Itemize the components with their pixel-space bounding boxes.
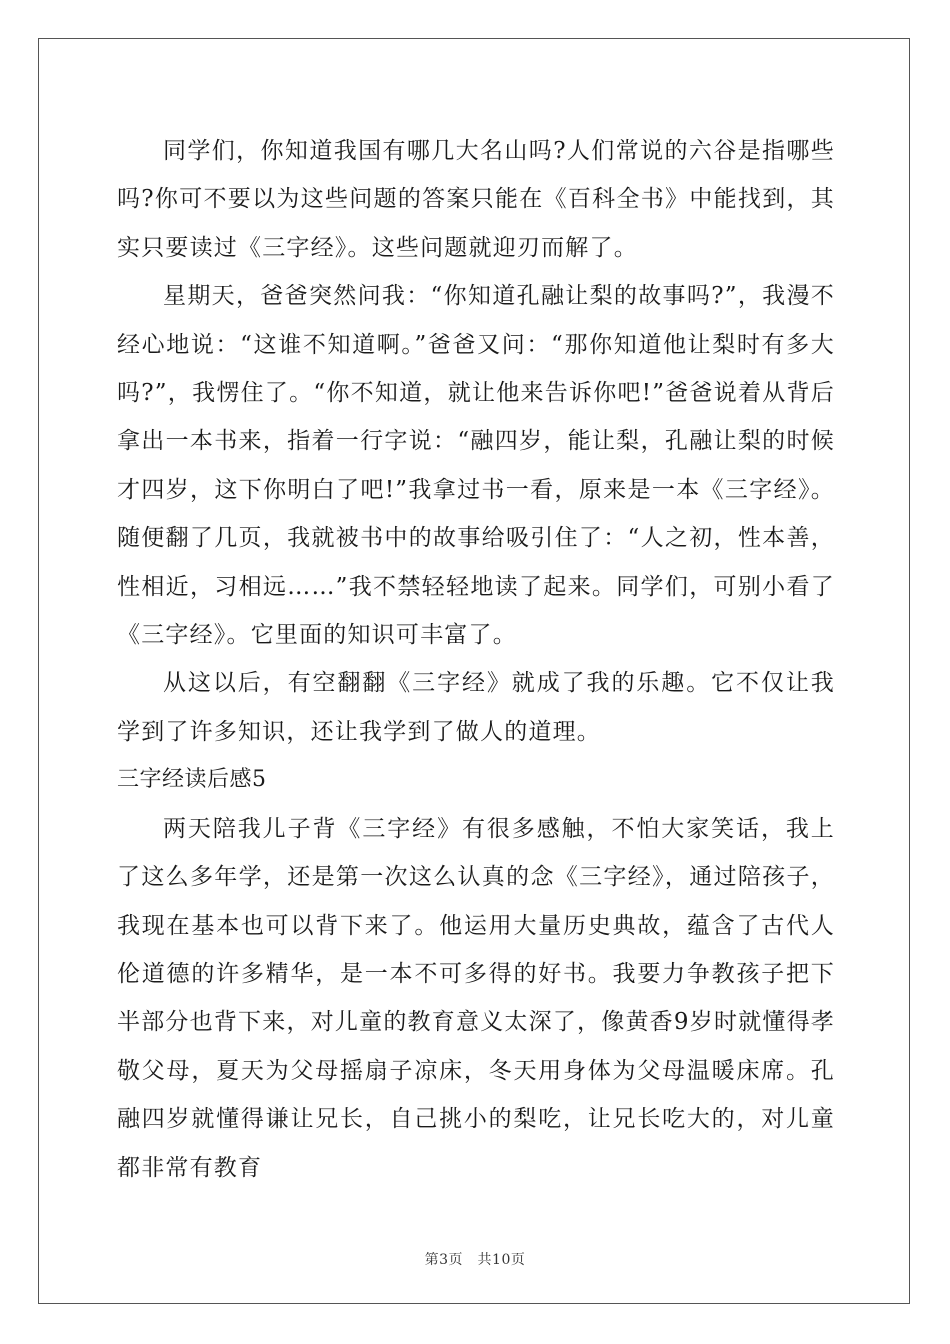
page-number: 第3页 共10页	[424, 1252, 526, 1268]
paragraph-kong-rong-story: 星期天，爸爸突然问我：“你知道孔融让梨的故事吗?”，我漫不经心地说：“这谁不知道啊。”爸爸又问：“那你知道他让梨时有多大吗?”，我愣住了。“你不知道，就让他来告诉你吧!”爸爸说着从背后拿出一本书来，指着一行字说：“融四岁，能让梨，孔融让梨的时候才四岁，这下你明白了吧!”我拿过书一看，原来是一本《三字经》。随便翻了几页，我就被书中的故事给吸引住了：“人之初，性本善，性相近，习相远……”我不禁轻轻地读了起来。同学们，可别小看了《三字经》。它里面的知识可丰富了。	[117, 283, 835, 649]
paragraph-reading-joy: 从这以后，有空翻翻《三字经》就成了我的乐趣。它不仅让我学到了许多知识，还让我学到了做人的道理。	[117, 670, 835, 745]
paragraph-famous-mountains: 同学们，你知道我国有哪几大名山吗?人们常说的六谷是指哪些吗?你可不要以为这些问题的答案只能在《百科全书》中能找到，其实只要读过《三字经》。这些问题就迎刃而解了。	[117, 138, 835, 261]
paragraph-reciting-with-son: 两天陪我儿子背《三字经》有很多感触，不怕大家笑话，我上了这么多年学，还是第一次这么认真的念《三字经》，通过陪孩子，我现在基本也可以背下来了。他运用大量历史典故，蕴含了古代人伦道德的许多精华，是一本不可多得的好书。我要力争教孩子把下半部分也背下来，对儿童的教育意义太深了，像黄香9岁时就懂得孝敬父母，夏天为父母摇扇子凉床，冬天用身体为父母温暖床席。孔融四岁就懂得谦让兄长，自己挑小的梨吃，让兄长吃大的，对儿童都非常有教育	[117, 815, 835, 1181]
document-body	[117, 127, 835, 1192]
section-title: 三字经读后感5	[117, 767, 267, 793]
